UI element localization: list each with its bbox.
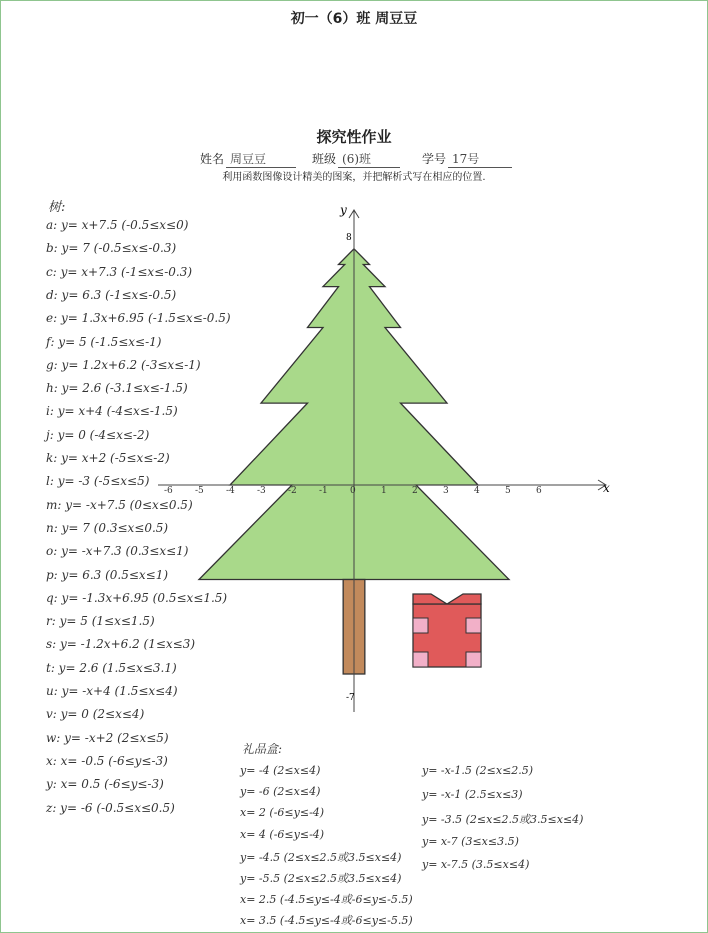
gift-equation: y= -x-1 (2.5≤x≤3) — [422, 787, 523, 801]
gift-equation: y= -3.5 (2≤x≤2.5或3.5≤x≤4) — [422, 813, 584, 826]
class-title: 初一（6）班 周豆豆 — [290, 11, 418, 27]
x-tick-label: 1 — [381, 486, 387, 496]
tree-equation: g: y= 1.2x+6.2 (-3≤x≤-1) — [46, 357, 201, 372]
class-value: (6)班 — [338, 150, 400, 168]
tree-equation: d: y= 6.3 (-1≤x≤-0.5) — [46, 287, 177, 302]
tree-equation: j: y= 0 (-4≤x≤-2) — [46, 427, 150, 442]
gift-equation: y= x-7.5 (3.5≤x≤4) — [422, 858, 530, 871]
x-tick-label: -6 — [164, 486, 173, 496]
y-tick-bottom: -7 — [346, 693, 355, 703]
tree-equation: h: y= 2.6 (-3.1≤x≤-1.5) — [46, 381, 188, 396]
gift-bow — [413, 594, 481, 604]
x-tick-label: 5 — [505, 486, 511, 496]
tree-equation: r: y= 5 (1≤x≤1.5) — [46, 614, 155, 629]
tree-equation: c: y= x+7.3 (-1≤x≤-0.3) — [46, 264, 193, 279]
y-axis-label: y — [340, 203, 347, 217]
tree-equation: y: x= 0.5 (-6≤y≤-3) — [46, 777, 164, 792]
tree-equation: m: y= -x+7.5 (0≤x≤0.5) — [46, 497, 193, 512]
id-value: 17号 — [448, 150, 512, 168]
tree-equation: b: y= 7 (-0.5≤x≤-0.3) — [46, 241, 177, 256]
gift-heading: 礼品盒: — [242, 742, 283, 756]
gift-equation: x= 2.5 (-4.5≤y≤-4或-6≤y≤-5.5) — [240, 893, 413, 907]
x-tick-label: 2 — [412, 486, 418, 496]
x-tick-label: -3 — [257, 486, 266, 496]
tree-equation: z: y= -6 (-0.5≤x≤0.5) — [46, 800, 175, 815]
tree-heading: 树: — [48, 200, 66, 215]
gift-equation: y= -x-1.5 (2≤x≤2.5) — [422, 764, 534, 777]
x-tick-label: -1 — [319, 486, 328, 496]
gift-equation: y= -6 (2≤x≤4) — [240, 785, 321, 799]
x-tick-label: -2 — [288, 486, 297, 496]
x-tick-label: 3 — [443, 486, 449, 496]
tree-equation: i: y= x+4 (-4≤x≤-1.5) — [46, 404, 178, 419]
sheet-title: 探究性作业 — [316, 128, 392, 146]
y-tick-top: 8 — [346, 233, 352, 243]
tree-equation: w: y= -x+2 (2≤x≤5) — [46, 730, 169, 745]
name-value: 周豆豆 — [226, 150, 296, 168]
tree-equation: x: x= -0.5 (-6≤y≤-3) — [46, 753, 168, 768]
tree-equation: e: y= 1.3x+6.95 (-1.5≤x≤-0.5) — [46, 311, 231, 326]
gift-corner — [413, 652, 428, 667]
class-label: 班级 — [312, 152, 337, 166]
x-axis-label: x — [603, 481, 610, 495]
gift-corner — [466, 618, 481, 633]
x-tick-label: 0 — [350, 486, 356, 496]
tree-equation: l: y= -3 (-5≤x≤5) — [46, 474, 150, 489]
tree-equation: p: y= 6.3 (0.5≤x≤1) — [46, 567, 169, 582]
gift-equation: x= 2 (-6≤y≤-4) — [240, 806, 325, 820]
x-tick-label: 4 — [474, 486, 480, 496]
tree-equation: a: y= x+7.5 (-0.5≤x≤0) — [46, 218, 189, 232]
instruction: 利用函数图像设计精美的图案，并把解析式写在相应的位置. — [222, 172, 486, 183]
tree-equation: v: y= 0 (2≤x≤4) — [46, 707, 145, 722]
gift-equation: x= 4 (-6≤y≤-4) — [240, 827, 325, 841]
name-label: 姓名 — [200, 152, 225, 166]
tree-equation: u: y= -x+4 (1.5≤x≤4) — [46, 684, 178, 698]
x-tick-labels — [164, 486, 542, 496]
tree-equation: t: y= 2.6 (1.5≤x≤3.1) — [46, 660, 177, 675]
tree-equation: n: y= 7 (0.3≤x≤0.5) — [46, 520, 169, 535]
tree-equation: o: y= -x+7.3 (0.3≤x≤1) — [46, 544, 189, 559]
x-tick-label: -5 — [195, 486, 204, 496]
gift-corner — [466, 652, 481, 667]
id-label: 学号 — [422, 152, 447, 166]
gift-equation: y= x-7 (3≤x≤3.5) — [422, 834, 519, 848]
gift-equation: y= -4 (2≤x≤4) — [240, 764, 321, 777]
gift-equation: y= -4.5 (2≤x≤2.5或3.5≤x≤4) — [240, 850, 402, 864]
x-tick-label: 6 — [536, 486, 542, 496]
tree-equation: q: y= -1.3x+6.95 (0.5≤x≤1.5) — [46, 590, 228, 605]
x-tick-label: -4 — [226, 486, 235, 496]
tree-equation: s: y= -1.2x+6.2 (1≤x≤3) — [46, 637, 196, 652]
tree-equation: k: y= x+2 (-5≤x≤-2) — [46, 451, 170, 465]
tree-equation: f: y= 5 (-1.5≤x≤-1) — [46, 334, 162, 349]
gift-equation: y= -5.5 (2≤x≤2.5或3.5≤x≤4) — [240, 872, 402, 885]
gift-equation: x= 3.5 (-4.5≤y≤-4或-6≤y≤-5.5) — [240, 914, 413, 928]
gift-corner — [413, 618, 428, 633]
